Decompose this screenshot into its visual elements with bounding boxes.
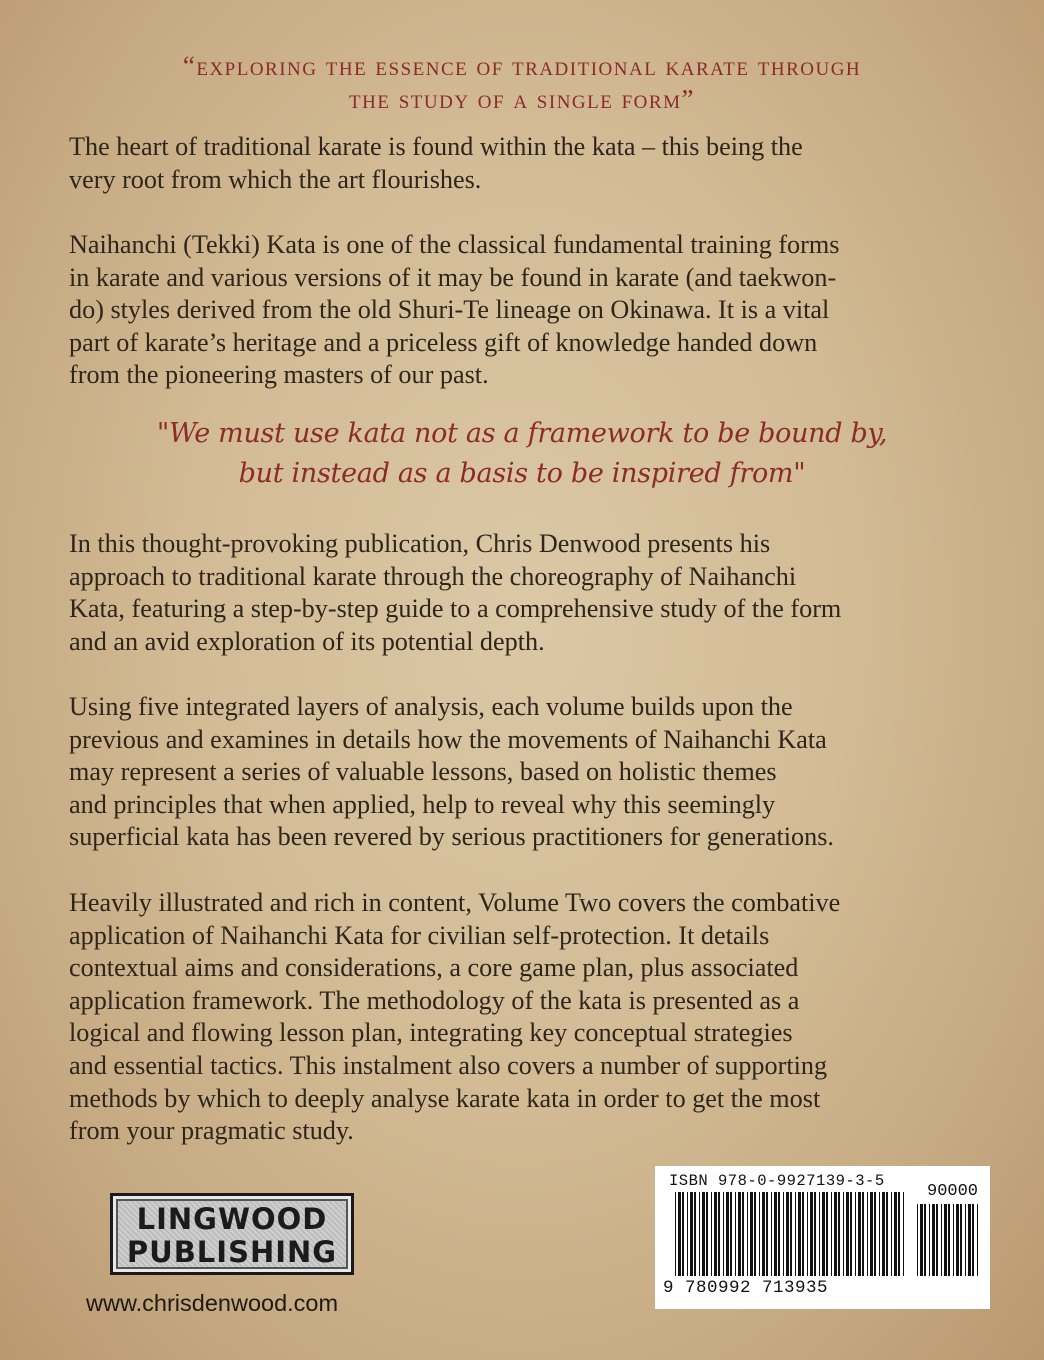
barcode-bar — [795, 1192, 796, 1276]
barcode-bar — [874, 1192, 876, 1276]
text-line: application framework. The methodology of the kata is presented as a — [69, 985, 800, 1015]
ean-digits: 9 780992 713935 — [663, 1278, 829, 1298]
barcode-bar — [690, 1192, 693, 1276]
text-line: approach to traditional karate through the choreography of Naihanchi — [69, 561, 797, 591]
barcode-bar — [747, 1192, 748, 1276]
barcode-bar — [802, 1192, 804, 1276]
barcode-bar — [687, 1192, 688, 1276]
barcode-bar — [694, 1192, 696, 1276]
barcode-bar — [870, 1192, 873, 1276]
barcode-bar — [831, 1192, 832, 1276]
barcode-bar — [771, 1192, 772, 1276]
barcode-bar — [718, 1192, 720, 1276]
barcode-bar — [891, 1192, 892, 1276]
barcode-bar — [924, 1204, 926, 1276]
barcode-bar — [917, 1204, 918, 1276]
text-line: very root from which the art flourishes. — [69, 164, 482, 194]
barcode-bar — [920, 1204, 923, 1276]
quote-line-2: but instead as a basis to be inspired from" — [238, 458, 806, 489]
barcode-bar — [898, 1192, 900, 1276]
barcode-bar — [810, 1192, 813, 1276]
barcode-bar — [855, 1192, 856, 1276]
publisher-logo-line-2: PUBLISHING — [126, 1235, 338, 1269]
barcode-bar — [730, 1192, 732, 1276]
text-line: Naihanchi (Tekki) Kata is one of the classical fundamental training forms — [69, 230, 840, 259]
barcode-bar — [798, 1192, 801, 1276]
barcode-bar — [678, 1192, 681, 1276]
text-line: and an avid exploration of its potential depth. — [69, 626, 545, 656]
barcode-bar — [723, 1192, 724, 1276]
barcode-bar — [862, 1192, 864, 1276]
barcode-bar — [711, 1192, 712, 1276]
price-code: 90000 — [927, 1182, 979, 1201]
publisher-logo — [110, 1193, 354, 1275]
barcode-bar — [790, 1192, 792, 1276]
barcode-bar — [766, 1192, 768, 1276]
text-line: In this thought-provoking publication, Chris Denwood presents his — [69, 529, 771, 558]
barcode-bar — [675, 1192, 676, 1276]
isbn-text: ISBN 978-0-9927139-3-5 — [669, 1172, 885, 1190]
tagline-line-1: “exploring the essence of traditional karate through — [182, 51, 862, 81]
text-line: in karate and various versions of it may be found in karate (and taekwon- — [69, 262, 837, 292]
barcode-bar — [932, 1204, 935, 1276]
paragraph-volume-two — [69, 887, 979, 1148]
barcode-bar — [843, 1192, 844, 1276]
barcode-bar — [706, 1192, 708, 1276]
text-line: may represent a series of valuable lessons, based on holistic themes — [69, 757, 777, 787]
barcode-bar — [822, 1192, 825, 1276]
paragraph-layers — [69, 691, 979, 854]
barcode-bar — [699, 1192, 700, 1276]
text-line: from the pioneering masters of our past. — [69, 360, 489, 390]
barcode-bar — [750, 1192, 753, 1276]
barcode-bar — [977, 1204, 978, 1276]
barcode-bar — [953, 1204, 954, 1276]
text-line: logical and flowing lesson plan, integrating key conceptual strategies — [69, 1018, 793, 1048]
paragraph-naihanchi — [69, 229, 979, 392]
barcode-bar — [682, 1192, 684, 1276]
barcode-bar — [754, 1192, 756, 1276]
barcode-bar — [956, 1204, 959, 1276]
barcode-bar — [948, 1204, 950, 1276]
barcode-bar — [834, 1192, 837, 1276]
quote-line-1: "We must use kata not as a framework to be bound by, — [156, 418, 888, 449]
barcode-box — [655, 1166, 990, 1309]
website-url: www.chrisdenwood.com — [86, 1290, 339, 1316]
barcode-bar — [936, 1204, 938, 1276]
barcode-bar — [778, 1192, 780, 1276]
barcode-bar — [702, 1192, 705, 1276]
paragraph-publication — [69, 528, 979, 658]
barcode-bar — [879, 1192, 880, 1276]
text-line: from your pragmatic study. — [69, 1116, 354, 1146]
barcode-bar — [807, 1192, 808, 1276]
barcode-bar — [774, 1192, 777, 1276]
text-line: Heavily illustrated and rich in content, Volume Two covers the combative — [69, 888, 841, 917]
barcode-bar — [965, 1204, 966, 1276]
barcode-bar — [742, 1192, 744, 1276]
text-line: part of karate’s heritage and a priceless gift of knowledge handed down — [69, 327, 818, 357]
barcode-bar — [929, 1204, 930, 1276]
barcode-bar — [968, 1204, 971, 1276]
barcode-bar — [858, 1192, 861, 1276]
barcode-bar — [944, 1204, 947, 1276]
barcode-bar — [882, 1192, 885, 1276]
text-line: do) styles derived from the old Shuri-Te lineage on Okinawa. It is a vital — [69, 295, 830, 325]
barcode-bar — [972, 1204, 974, 1276]
text-line: The heart of traditional karate is found within the kata – this being the — [69, 132, 803, 161]
barcode-bar — [783, 1192, 784, 1276]
text-line: previous and examines in details how the movements of Naihanchi Kata — [69, 724, 827, 754]
barcode-bar — [714, 1192, 717, 1276]
tagline-line-2: the study of a single form” — [349, 84, 695, 114]
barcode-bar — [838, 1192, 840, 1276]
barcode-bar — [886, 1192, 888, 1276]
pull-quote — [60, 414, 984, 494]
barcode-bar — [762, 1192, 765, 1276]
barcode-bar — [867, 1192, 868, 1276]
text-line: and essential tactics. This instalment also covers a number of supporting — [69, 1050, 828, 1080]
barcode-bar — [786, 1192, 789, 1276]
text-line: methods by which to deeply analyse karate kata in order to get the most — [69, 1083, 821, 1113]
barcode-bar — [759, 1192, 760, 1276]
barcode-bar — [826, 1192, 828, 1276]
barcode-bar — [960, 1204, 962, 1276]
barcode-bar — [850, 1192, 852, 1276]
paragraph-intro — [69, 131, 979, 196]
publisher-logo-line-1: LINGWOOD — [136, 1202, 328, 1236]
barcode-bar — [735, 1192, 736, 1276]
text-line: and principles that when applied, help to reveal why this seemingly — [69, 789, 776, 819]
barcode-bar — [738, 1192, 741, 1276]
barcode-bar — [903, 1192, 904, 1276]
text-line: Using five integrated layers of analysis, each volume builds upon the — [69, 692, 793, 721]
text-line: Kata, featuring a step-by-step guide to a comprehensive study of the form — [69, 594, 842, 624]
barcode-bar — [894, 1192, 897, 1276]
barcode-bar — [819, 1192, 820, 1276]
tagline — [40, 50, 1004, 116]
text-line: superficial kata has been revered by serious practitioners for generations. — [69, 822, 834, 852]
text-line: application of Naihanchi Kata for civilian self-protection. It details — [69, 920, 770, 950]
barcode-bar — [941, 1204, 942, 1276]
barcode-bar — [814, 1192, 816, 1276]
text-line: contextual aims and considerations, a core game plan, plus associated — [69, 953, 799, 983]
barcode-bar — [846, 1192, 849, 1276]
barcode-bar — [726, 1192, 729, 1276]
